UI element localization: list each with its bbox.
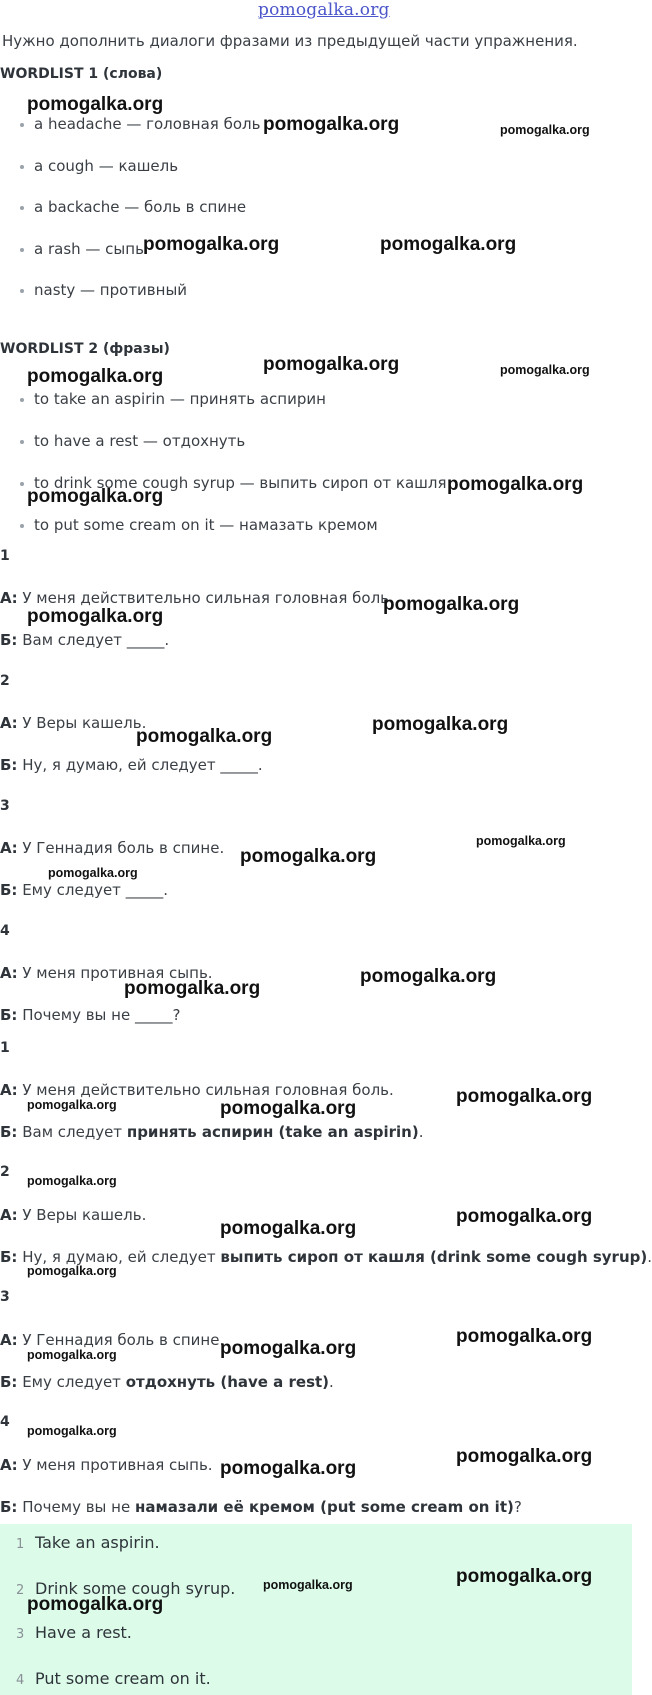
answer-number: 4 <box>0 1414 10 1430</box>
intro-text: Нужно дополнить диалоги фразами из предыдущей части упражнения. <box>2 32 578 50</box>
watermark: pomogalka.org <box>372 714 509 735</box>
watermark: pomogalka.org <box>220 1458 357 1479</box>
watermark: pomogalka.org <box>456 1446 593 1467</box>
dialog-line-a: А: У меня действительно сильная головная боль. <box>0 589 394 607</box>
watermark: pomogalka.org <box>27 1174 117 1188</box>
dialog-number: 3 <box>0 798 10 814</box>
wordlist1-heading: WORDLIST 1 (слова) <box>0 66 163 82</box>
watermark: pomogalka.org <box>27 1264 117 1278</box>
watermark: pomogalka.org <box>456 1086 593 1107</box>
wordlist1-item: nasty — противный <box>20 281 187 299</box>
watermark: pomogalka.org <box>220 1218 357 1239</box>
answer-line-b: Б: Ему следует отдохнуть (have a rest). <box>0 1373 334 1391</box>
answer-line-b: Б: Вам следует принять аспирин (take an aspirin). <box>0 1123 424 1141</box>
bullet-icon <box>20 165 24 169</box>
dialog-number: 1 <box>0 548 10 564</box>
answer-box-item: 2 Drink some cough syrup. <box>16 1579 236 1598</box>
wordlist2-item: to put some cream on it — намазать кремом <box>20 516 378 534</box>
bullet-icon <box>20 398 24 402</box>
watermark: pomogalka.org <box>240 846 377 867</box>
watermark: pomogalka.org <box>27 1424 117 1438</box>
watermark: pomogalka.org <box>136 726 273 747</box>
watermark: pomogalka.org <box>27 1348 117 1362</box>
dialog-line-b: Б: Вам следует _____. <box>0 631 170 649</box>
bullet-icon <box>20 482 24 486</box>
wordlist1-item: a backache — боль в спине <box>20 198 246 216</box>
answer-line-b: Б: Почему вы не намазали её кремом (put some cream on it)? <box>0 1498 522 1516</box>
bullet-icon <box>20 206 24 210</box>
wordlist2-heading: WORDLIST 2 (фразы) <box>0 341 170 357</box>
dialog-line-a: А: У Геннадия боль в спине. <box>0 839 225 857</box>
dialog-line-a: А: У меня противная сыпь. <box>0 964 213 982</box>
answer-box-item: 1 Take an aspirin. <box>16 1533 160 1552</box>
watermark: pomogalka.org <box>380 234 517 255</box>
watermark: pomogalka.org <box>500 363 590 377</box>
watermark: pomogalka.org <box>27 366 164 387</box>
watermark: pomogalka.org <box>143 234 280 255</box>
watermark: pomogalka.org <box>48 866 138 880</box>
watermark: pomogalka.org <box>456 1206 593 1227</box>
bullet-icon <box>20 440 24 444</box>
watermark: pomogalka.org <box>27 1594 164 1615</box>
watermark: pomogalka.org <box>456 1326 593 1347</box>
watermark: pomogalka.org <box>447 474 584 495</box>
answer-box-item: 3 Have a rest. <box>16 1623 132 1642</box>
answer-line-a: А: У меня действительно сильная головная боль. <box>0 1081 394 1099</box>
dialog-number: 4 <box>0 923 10 939</box>
answer-number: 2 <box>0 1164 10 1180</box>
dialog-line-b: Б: Почему вы не _____? <box>0 1006 181 1024</box>
answer-number: 3 <box>0 1289 10 1305</box>
watermark: pomogalka.org <box>500 123 590 137</box>
watermark: pomogalka.org <box>124 978 261 999</box>
wordlist1-item: a headache — головная боль <box>20 115 260 133</box>
watermark: pomogalka.org <box>456 1566 593 1587</box>
wordlist1-item: a rash — сыпь <box>20 240 144 258</box>
wordlist2-item: to take an aspirin — принять аспирин <box>20 390 326 408</box>
watermark: pomogalka.org <box>360 966 497 987</box>
watermark: pomogalka.org <box>263 114 400 135</box>
answer-line-a: А: У Веры кашель. <box>0 1206 147 1224</box>
dialog-line-a: А: У Веры кашель. <box>0 714 147 732</box>
answer-line-a: А: У Геннадия боль в спине. <box>0 1331 225 1349</box>
watermark: pomogalka.org <box>476 834 566 848</box>
bullet-icon <box>20 123 24 127</box>
watermark: pomogalka.org <box>27 606 164 627</box>
watermark: pomogalka.org <box>263 1578 353 1592</box>
watermark: pomogalka.org <box>220 1098 357 1119</box>
bullet-icon <box>20 248 24 252</box>
answer-line-a: А: У меня противная сыпь. <box>0 1456 213 1474</box>
watermark: pomogalka.org <box>220 1338 357 1359</box>
answer-box-item: 4 Put some cream on it. <box>16 1669 211 1688</box>
watermark: pomogalka.org <box>383 594 520 615</box>
answer-line-b: Б: Ну, я думаю, ей следует выпить сироп от кашля (drink some cough syrup). <box>0 1248 652 1266</box>
wordlist2-item: to drink some cough syrup — выпить сироп от кашля <box>20 474 447 492</box>
watermark: pomogalka.org <box>27 486 164 507</box>
dialog-number: 2 <box>0 673 10 689</box>
bullet-icon <box>20 524 24 528</box>
dialog-line-b: Б: Ему следует _____. <box>0 881 168 899</box>
bullet-icon <box>20 289 24 293</box>
dialog-line-b: Б: Ну, я думаю, ей следует _____. <box>0 756 263 774</box>
wordlist2-item: to have a rest — отдохнуть <box>20 432 245 450</box>
watermark: pomogalka.org <box>27 1098 117 1112</box>
site-logo[interactable]: pomogalka.org <box>258 0 390 20</box>
watermark: pomogalka.org <box>263 354 400 375</box>
watermark: pomogalka.org <box>27 94 164 115</box>
wordlist1-item: a cough — кашель <box>20 157 178 175</box>
answer-number: 1 <box>0 1040 10 1056</box>
